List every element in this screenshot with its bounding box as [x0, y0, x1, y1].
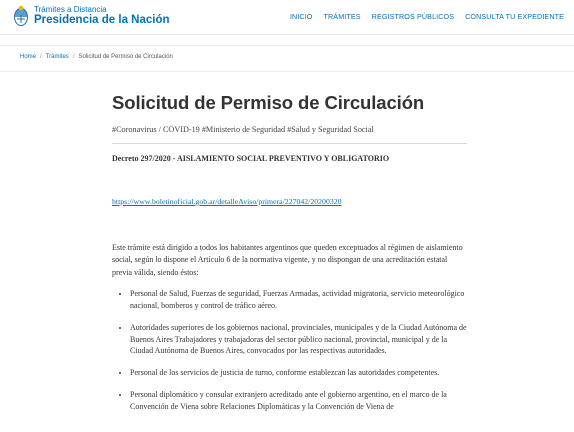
list-item: • Personal de Salud, Fuerzas de seguridad, Fuerzas Armadas, actividad migratoria, servicio meteorológico nacional, bomberos y control de tráfico aéreo. [130, 288, 467, 312]
nav-registros-publicos[interactable]: REGISTROS PÚBLICOS [371, 12, 455, 21]
list-item: • Personal diplomático y consular extranjero acreditado ante el gobierno argentino, en el marco de la Convención de Viena sobre Relaciones Diplomáticas y la Convención de Viena de [130, 389, 467, 413]
brand-subtitle: Trámites a Distancia [34, 4, 107, 14]
brand-text [34, 6, 170, 27]
decree-heading: Decreto 297/2020 - AISLAMIENTO SOCIAL PREVENTIVO Y OBLIGATORIO [112, 154, 390, 163]
nav-inicio[interactable]: INICIO [289, 12, 313, 21]
tags-line: #Coronavirus / COVID-19 #Ministerio de Seguridad #Salud y Seguridad Social [112, 125, 374, 134]
brand-title: Presidencia de la Nación [34, 13, 170, 26]
exceptions-list [112, 288, 467, 412]
top-navbar [0, 0, 574, 35]
breadcrumb-tramites[interactable]: Trámites [45, 54, 69, 60]
breadcrumb-bar [0, 45, 574, 72]
brand-logo-link[interactable] [13, 5, 170, 27]
breadcrumb-separator: / [40, 54, 42, 60]
main-content [112, 92, 467, 423]
divider [112, 143, 467, 144]
breadcrumb-separator: / [72, 54, 75, 60]
nav-tramites[interactable]: TRÁMITES [323, 12, 361, 21]
breadcrumb-current: Solicitud de Permiso de Circulación [78, 54, 173, 60]
boletin-oficial-link[interactable]: https://www.boletinoficial.gob.ar/detalleAviso/primera/227042/20200320 [112, 197, 342, 206]
intro-paragraph: Este trámite está dirigido a todos los habitantes argentinos que queden exceptuados al régimen de aislamiento social, según lo dispone el Artículo 6 de la normativa vigente, y no dispongan de una acreditación estatal previa válida, siendo éstos: [112, 243, 463, 277]
list-item: • Autoridades superiores de los gobiernos nacional, provinciales, municipales y de la Ciudad Autónoma de Buenos Aires Trabajadores y trabajadoras del sector público nacional, provincial, municipal y de la Ciudad Autónoma de Buenos Aires, convocados por las respectivas autoridades. [130, 322, 467, 357]
list-item: • Personal de los servicios de justicia de turno, conforme establezcan las autoridades competentes. [130, 367, 467, 379]
coat-of-arms-icon [13, 5, 29, 27]
main-nav [290, 12, 564, 21]
nav-consulta-expediente[interactable]: CONSULTA TU EXPEDIENTE [465, 12, 564, 21]
breadcrumb [20, 54, 173, 60]
breadcrumb-home[interactable]: Home [20, 54, 37, 60]
page-title: Solicitud de Permiso de Circulación [112, 92, 425, 113]
